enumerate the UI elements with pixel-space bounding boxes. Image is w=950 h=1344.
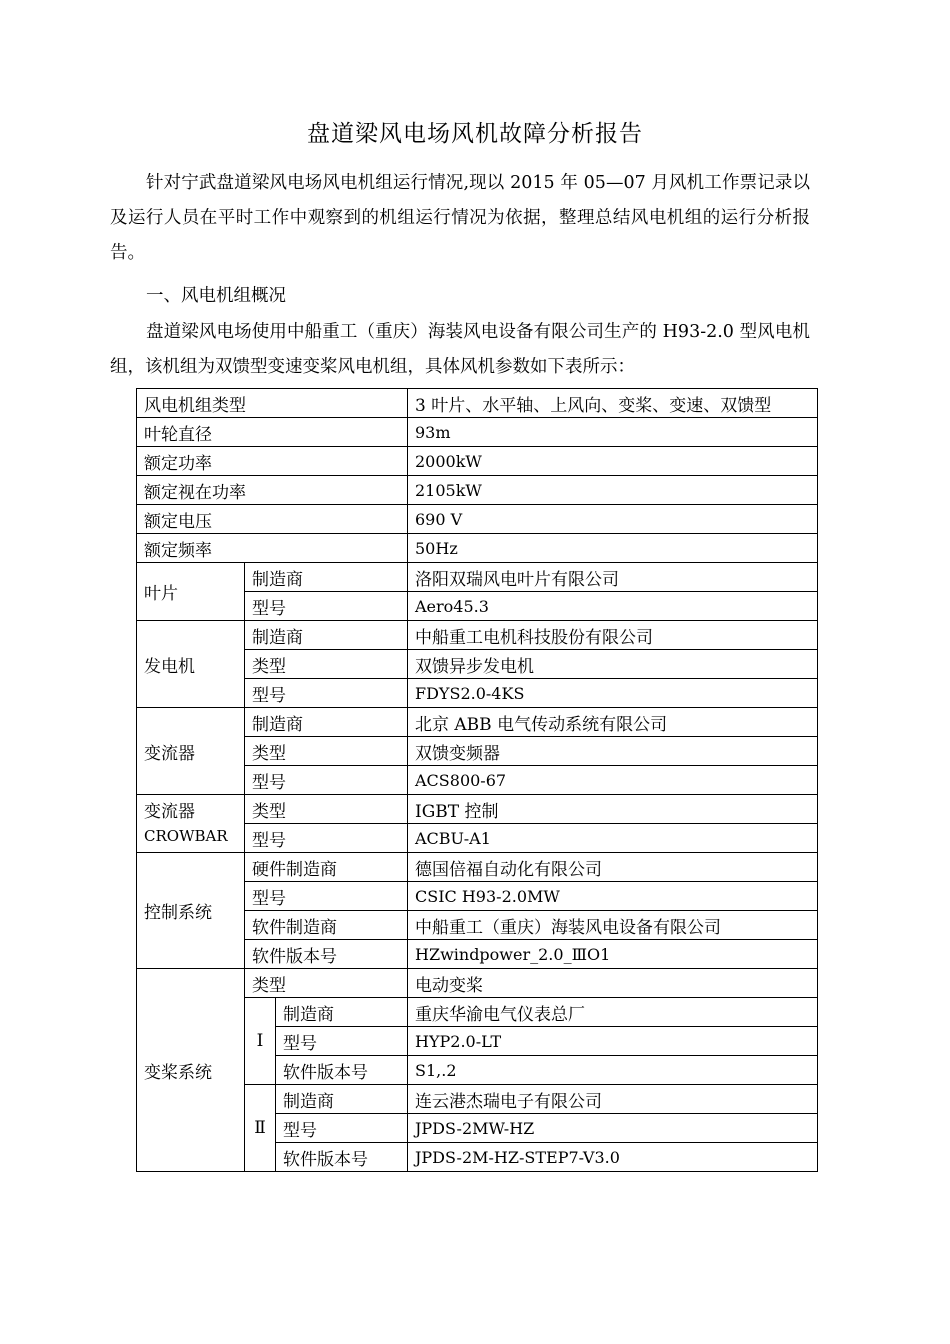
param-label: 型号 [245, 882, 408, 911]
param-value: 中船重工（重庆）海装风电设备有限公司 [408, 911, 818, 940]
param-label: 叶轮直径 [137, 418, 408, 447]
group-label-line: 变流器 [144, 801, 195, 822]
param-label: 型号 [276, 1027, 408, 1056]
table-row [137, 795, 818, 824]
table-row [137, 447, 818, 476]
group-label-converter: 变流器 [137, 708, 245, 795]
param-value: HYP2.0-LT [408, 1027, 818, 1056]
param-label: 类型 [245, 737, 408, 766]
param-value: 93m [408, 418, 818, 447]
param-label: 软件版本号 [276, 1143, 408, 1172]
group-label-crowbar [137, 795, 245, 853]
param-label: 软件版本号 [245, 940, 408, 969]
table-row [137, 389, 818, 418]
intro-paragraph: 针对宁武盘道梁风电场风电机组运行情况,现以 2015 年 05—07 月风机工作票记录以及运行人员在平时工作中观察到的机组运行情况为依据，整理总结风电机组的运行分析报告。 [110, 173, 810, 263]
param-label: 制造商 [276, 1085, 408, 1114]
param-label: 额定功率 [137, 447, 408, 476]
group-label-line: CROWBAR [144, 826, 228, 845]
param-label: 型号 [245, 679, 408, 708]
param-label: 制造商 [276, 998, 408, 1027]
param-value: JPDS-2M-HZ-STEP7-V3.0 [408, 1143, 818, 1172]
param-label: 类型 [245, 795, 408, 824]
param-value: S1,.2 [408, 1056, 818, 1085]
param-value: 连云港杰瑞电子有限公司 [408, 1085, 818, 1114]
param-value: 北京 ABB 电气传动系统有限公司 [408, 708, 818, 737]
param-label: 型号 [245, 766, 408, 795]
table-row [137, 534, 818, 563]
group-label-pitch: 变桨系统 [137, 969, 245, 1172]
group-label-generator: 发电机 [137, 621, 245, 708]
param-value: Aero45.3 [408, 592, 818, 621]
param-label: 软件制造商 [245, 911, 408, 940]
param-value: 洛阳双瑞风电叶片有限公司 [408, 563, 818, 592]
param-label: 风电机组类型 [137, 389, 408, 418]
param-label: 软件版本号 [276, 1056, 408, 1085]
param-value: HZwindpower_2.0_ⅢO1 [408, 940, 818, 969]
table-row [137, 853, 818, 882]
param-value: ACS800-67 [408, 766, 818, 795]
param-label: 类型 [245, 650, 408, 679]
param-label: 额定电压 [137, 505, 408, 534]
param-label: 硬件制造商 [245, 853, 408, 882]
param-value: FDYS2.0-4KS [408, 679, 818, 708]
turbine-parameters-table [136, 388, 818, 1172]
table-row [137, 418, 818, 447]
param-value: ACBU-A1 [408, 824, 818, 853]
table-row [137, 969, 818, 998]
section-heading: 一、风电机组概况 [146, 286, 286, 306]
param-value: 中船重工电机科技股份有限公司 [408, 621, 818, 650]
param-value: 双馈变频器 [408, 737, 818, 766]
param-value: 50Hz [408, 534, 818, 563]
param-label: 类型 [245, 969, 408, 998]
param-label: 型号 [276, 1114, 408, 1143]
param-label: 制造商 [245, 621, 408, 650]
param-label: 额定视在功率 [137, 476, 408, 505]
subgroup-label-1: Ⅰ [245, 998, 276, 1085]
param-value: IGBT 控制 [408, 795, 818, 824]
param-value: JPDS-2MW-HZ [408, 1114, 818, 1143]
section-paragraph: 盘道梁风电场使用中船重工（重庆）海装风电设备有限公司生产的 H93-2.0 型风电机组，该机组为双馈型变速变桨风电机组，具体风机参数如下表所示： [110, 322, 810, 377]
param-value: 690 V [408, 505, 818, 534]
table-row [137, 621, 818, 650]
param-value: 重庆华渝电气仪表总厂 [408, 998, 818, 1027]
subgroup-label-2: Ⅱ [245, 1085, 276, 1172]
param-label: 制造商 [245, 708, 408, 737]
param-value: 3 叶片、水平轴、上风向、变桨、变速、双馈型 [408, 389, 818, 418]
param-label: 型号 [245, 592, 408, 621]
table-row [137, 708, 818, 737]
group-label-blade: 叶片 [137, 563, 245, 621]
table-row [137, 505, 818, 534]
param-value: 德国倍福自动化有限公司 [408, 853, 818, 882]
table-row [137, 476, 818, 505]
param-value: 双馈异步发电机 [408, 650, 818, 679]
document-title: 盘道梁风电场风机故障分析报告 [307, 121, 643, 147]
table-row [137, 563, 818, 592]
param-label: 型号 [245, 824, 408, 853]
param-label: 额定频率 [137, 534, 408, 563]
param-value: CSIC H93-2.0MW [408, 882, 818, 911]
param-value: 2105kW [408, 476, 818, 505]
param-value: 电动变桨 [408, 969, 818, 998]
group-label-control: 控制系统 [137, 853, 245, 969]
param-value: 2000kW [408, 447, 818, 476]
param-label: 制造商 [245, 563, 408, 592]
